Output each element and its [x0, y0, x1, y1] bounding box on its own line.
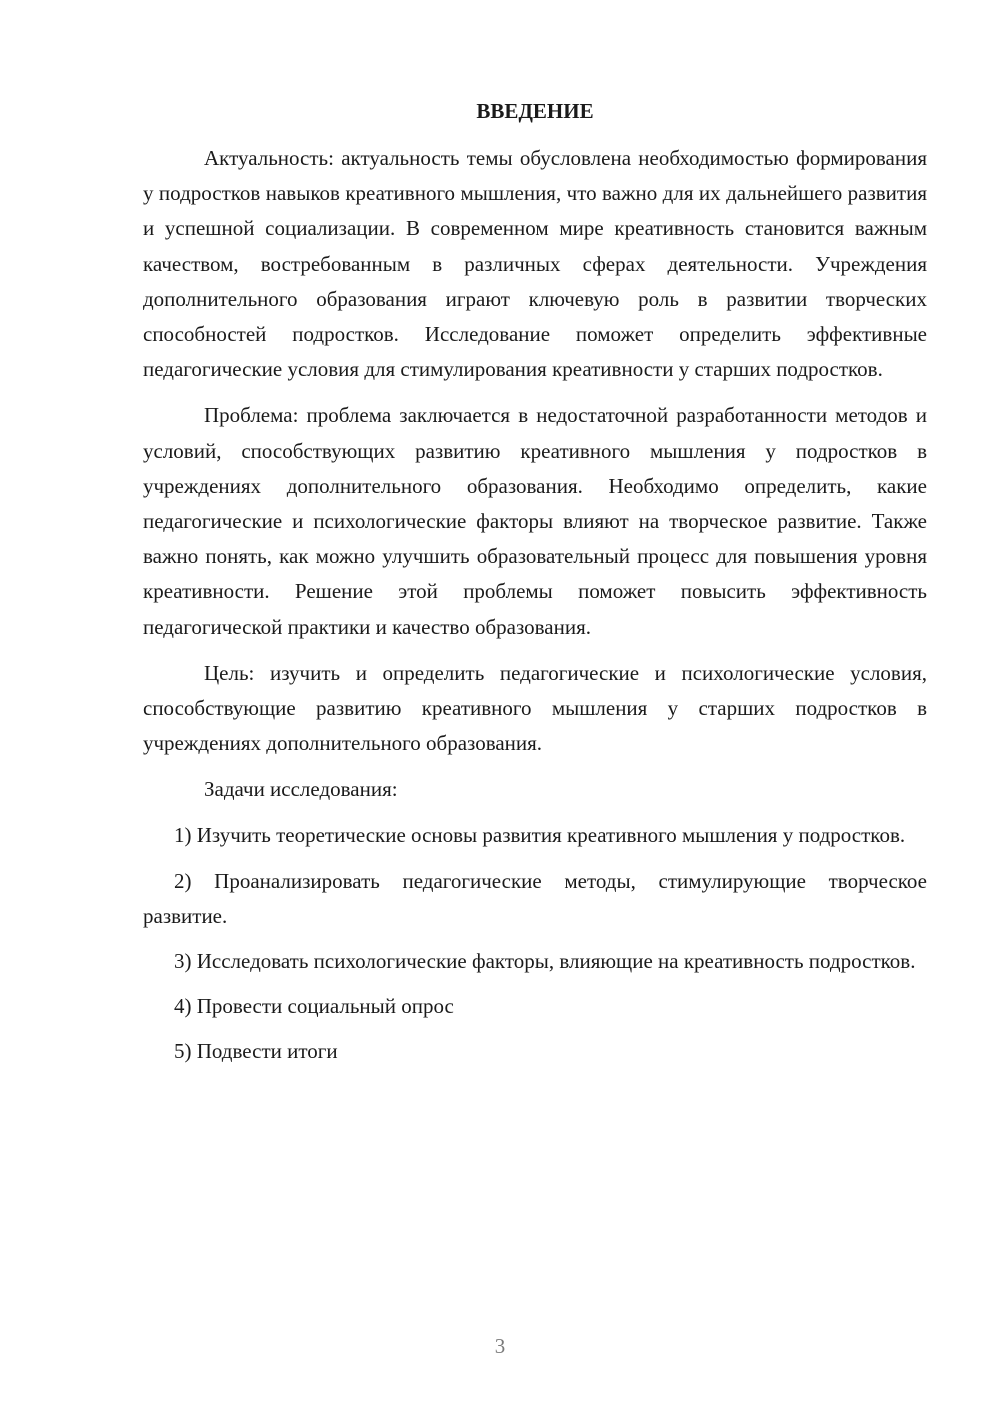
page-number: 3 [494, 1334, 506, 1358]
paragraph-goal: Цель: изучить и определить педагогические и психологические условия, способствующие развитию креативного мышления у старших подростков в учреждениях дополнительного образования. [143, 660, 927, 756]
task-item-2: 2) Проанализировать педагогические методы, стимулирующие творческое развитие. [143, 868, 927, 928]
task-item-3: 3) Исследовать психологические факторы, влияющие на креативность подростков. [174, 949, 916, 974]
task-item-1: 1) Изучить теоретические основы развития креативного мышления у подростков. [174, 823, 906, 848]
paragraph-problem: Проблема: проблема заключается в недостаточной разработанности методов и условий, способствующих развитию креативного мышления у подростков в учреждениях дополнительного образования. Необходимо определить, какие педагогические и психологические факторы влияют на творческое развитие. Также важно понять, как можно улучшить образовательный процесс для повышения уровня креативности. Решение этой проблемы поможет повысить эффективность педагогической практики и качество образования. [143, 403, 927, 639]
paragraph-relevance: Актуальность: актуальность темы обусловлена необходимостью формирования у подростков навыков креативного мышления, что важно для их дальнейшего развития и успешной социализации. В современном мире креативность становится важным качеством, востребованным в различных сферах деятельности. Учреждения дополнительного образования играют ключевую роль в развитии творческих способностей подростков. Исследование поможет определить эффективные педагогические условия для стимулирования креативности у старших подростков. [143, 146, 927, 382]
task-item-4: 4) Провести социальный опрос [174, 994, 454, 1019]
page-title: ВВЕДЕНИЕ [476, 99, 594, 123]
page-content [143, 94, 927, 1080]
tasks-heading: Задачи исследования: [204, 777, 398, 802]
task-item-5: 5) Подвести итоги [174, 1039, 338, 1064]
